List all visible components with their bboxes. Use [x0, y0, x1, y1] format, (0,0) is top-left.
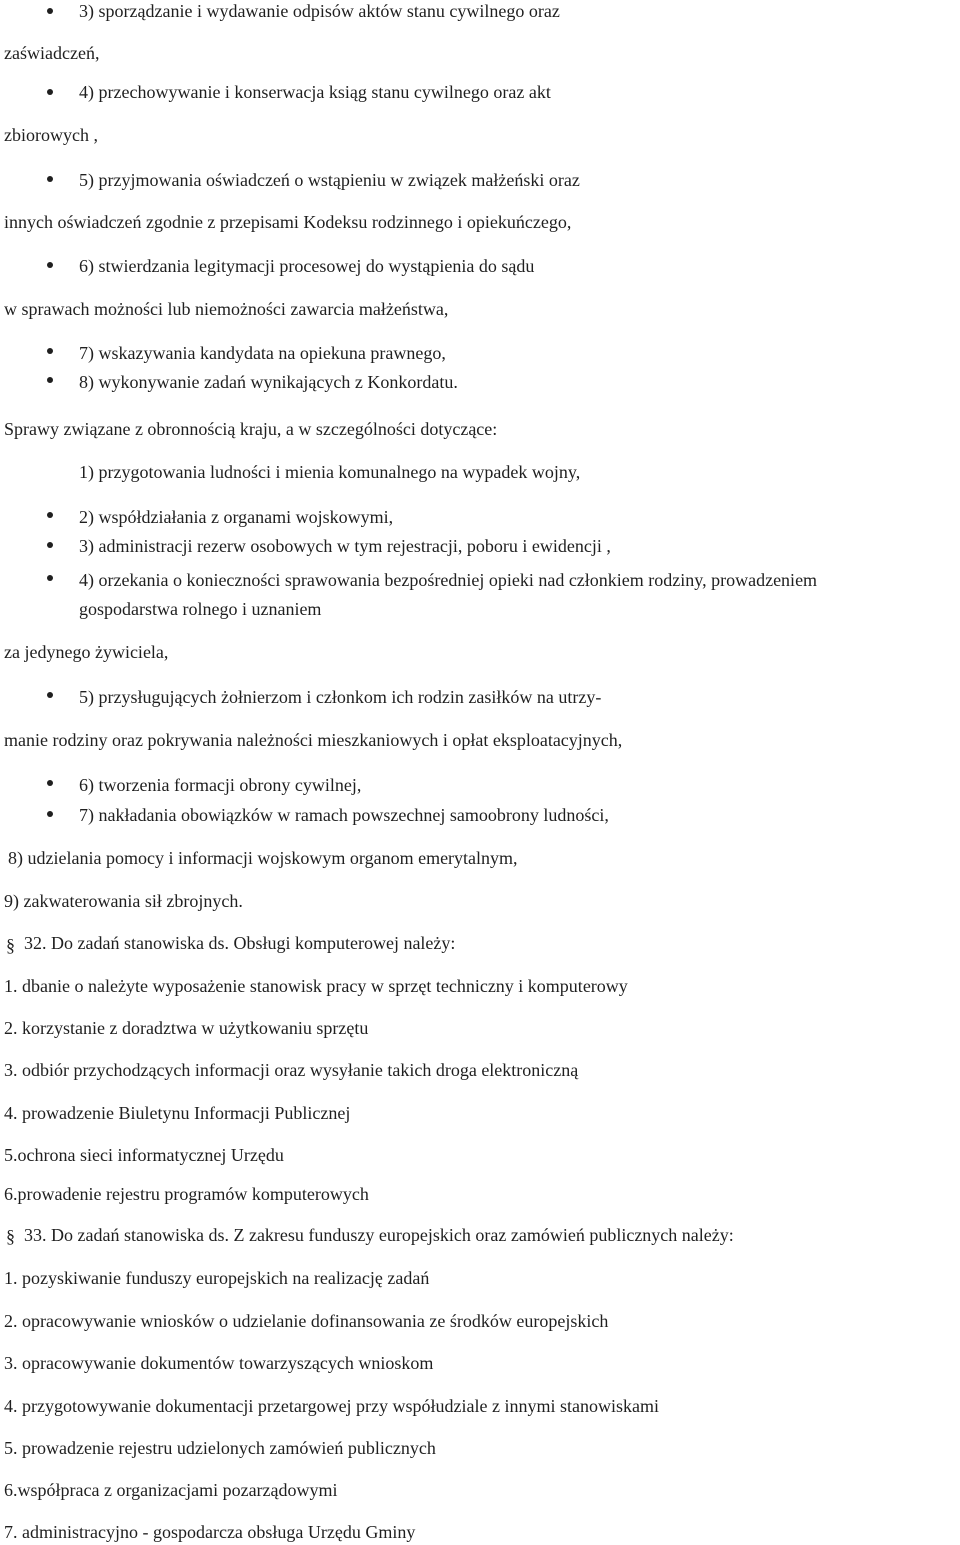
list-item-continuation: zbiorowych , [4, 125, 98, 145]
list-item-continuation: w sprawach możności lub niemożności zawarcia małżeństwa, [4, 299, 449, 319]
list-item: 7. administracyjno - gospodarcza obsługa Urzędu Gminy [4, 1522, 416, 1542]
bullet-icon [47, 542, 53, 548]
bullet-icon [47, 8, 53, 14]
list-item: 6) tworzenia formacji obrony cywilnej, [79, 775, 362, 795]
bullet-icon [47, 575, 53, 581]
list-item: 3) sporządzanie i wydawanie odpisów aktów stanu cywilnego oraz [79, 1, 560, 21]
list-item: 5) przyjmowania oświadczeń o wstąpieniu w związek małżeński oraz [79, 170, 580, 190]
list-item: 2) współdziałania z organami wojskowymi, [79, 507, 394, 527]
list-item: 7) wskazywania kandydata na opiekuna prawnego, [79, 343, 446, 363]
bullet-icon [47, 780, 53, 786]
list-item: 8) wykonywanie zadań wynikających z Konkordatu. [79, 372, 458, 392]
bullet-icon [47, 262, 53, 268]
list-item: 4. przygotowywanie dokumentacji przetargowej przy współudziale z innymi stanowiskami [4, 1396, 659, 1416]
list-item: 7) nakładania obowiązków w ramach powszechnej samoobrony ludności, [79, 805, 609, 825]
list-item: 6.prowadenie rejestru programów komputerowych [4, 1184, 369, 1204]
list-item: 4. prowadzenie Biuletynu Informacji Publicznej [4, 1103, 351, 1123]
list-item: 4) przechowywanie i konserwacja ksiąg stanu cywilnego oraz akt [79, 82, 551, 102]
list-item: 3) administracji rezerw osobowych w tym rejestracji, poboru i ewidencji , [79, 536, 611, 556]
section-heading: Sprawy związane z obronnością kraju, a w szczególności dotyczące: [4, 419, 498, 439]
list-item-continuation: gospodarstwa rolnego i uznaniem [79, 599, 322, 619]
list-item: 1) przygotowania ludności i mienia komunalnego na wypadek wojny, [79, 462, 581, 482]
list-item: 2. korzystanie z doradztwa w użytkowaniu sprzętu [4, 1018, 369, 1038]
bullet-icon [47, 512, 53, 518]
bullet-icon [47, 692, 53, 698]
list-item: 3. opracowywanie dokumentów towarzyszących wnioskom [4, 1353, 434, 1373]
list-item: 1. dbanie o należyte wyposażenie stanowisk pracy w sprzęt techniczny i komputerowy [4, 976, 628, 996]
list-item: 6.współpraca z organizacjami pozarządowymi [4, 1480, 338, 1500]
bullet-icon [47, 348, 53, 354]
list-item-continuation: innych oświadczeń zgodnie z przepisami Kodeksu rodzinnego i opiekuńczego, [4, 212, 572, 232]
list-item: 5) przysługujących żołnierzom i członkom ich rodzin zasiłków na utrzy- [79, 687, 602, 707]
section-marker-icon: § [6, 1226, 15, 1246]
list-item-continuation: zaświadczeń, [4, 43, 100, 63]
list-item: 8) udzielania pomocy i informacji wojskowym organom emerytalnym, [8, 848, 518, 868]
list-item: 1. pozyskiwanie funduszy europejskich na realizację zadań [4, 1268, 430, 1288]
section-marker-icon: § [6, 935, 15, 955]
list-item: 4) orzekania o konieczności sprawowania bezpośredniej opieki nad członkiem rodziny, prowadzeniem [79, 570, 818, 590]
bullet-icon [47, 176, 53, 182]
list-item: 5. prowadzenie rejestru udzielonych zamówień publicznych [4, 1438, 436, 1458]
list-item-continuation: za jedynego żywiciela, [4, 642, 169, 662]
bullet-icon [47, 811, 53, 817]
list-item: 5.ochrona sieci informatycznej Urzędu [4, 1145, 284, 1165]
list-item: 2. opracowywanie wniosków o udzielanie dofinansowania ze środków europejskich [4, 1311, 609, 1331]
list-item: 6) stwierdzania legitymacji procesowej do wystąpienia do sądu [79, 256, 535, 276]
section-heading: 32. Do zadań stanowiska ds. Obsługi komputerowej należy: [24, 933, 456, 953]
list-item: 9) zakwaterowania sił zbrojnych. [4, 891, 243, 911]
bullet-icon [47, 377, 53, 383]
bullet-icon [47, 89, 53, 95]
list-item-continuation: manie rodziny oraz pokrywania należności mieszkaniowych i opłat eksploatacyjnych, [4, 730, 623, 750]
section-heading: 33. Do zadań stanowiska ds. Z zakresu funduszy europejskich oraz zamówień publicznych należy: [24, 1225, 734, 1245]
list-item: 3. odbiór przychodzących informacji oraz wysyłanie takich droga elektroniczną [4, 1060, 579, 1080]
